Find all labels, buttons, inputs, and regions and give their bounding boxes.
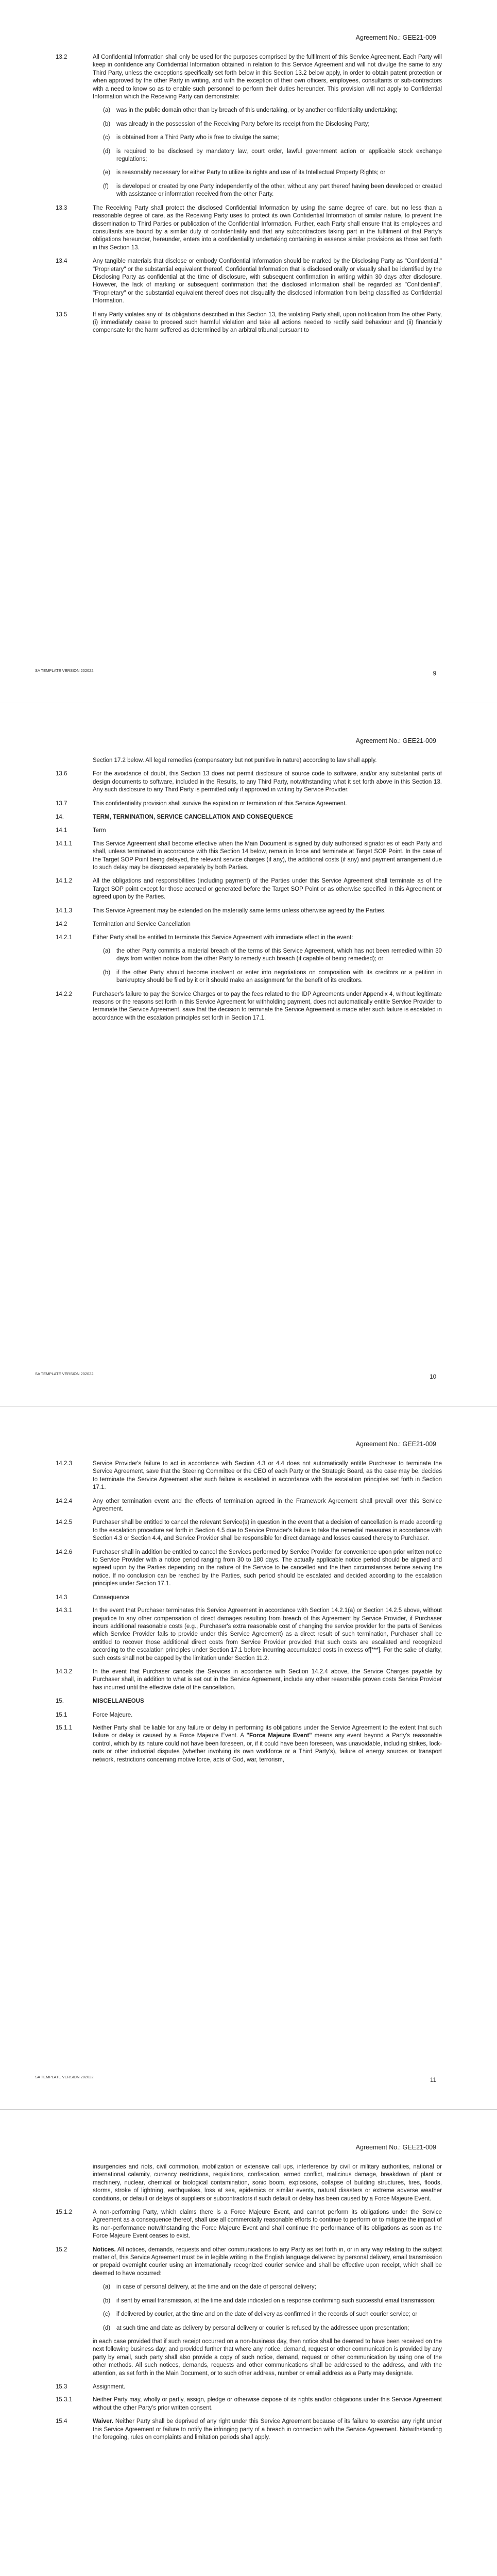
template-version-footer: SA TEMPLATE VERSION 202022 [35, 2075, 94, 2079]
clause-text: if the other Party should become insolvent or enter into negotiations on composition with its creditors or a petition in bankruptcy should be filed by it or it should make an assignment for the benefit of its creditors. [116, 969, 442, 984]
clause-paragraph [56, 2209, 442, 2241]
clause-paragraph [56, 258, 442, 305]
clause-paragraph [56, 1549, 442, 1588]
clause-paragraph [56, 1668, 442, 1692]
page-content [56, 2163, 442, 2447]
clause-paragraph [56, 1724, 442, 1764]
clause-number: 13.3 [56, 205, 67, 211]
clause-number: 13.7 [56, 800, 67, 807]
clause-number: 14.1.1 [56, 840, 72, 847]
clause-number: (d) [103, 148, 111, 155]
clause-number: 14.1 [56, 827, 67, 834]
clause-paragraph [56, 2297, 442, 2305]
clause-number: 14.2.5 [56, 1519, 72, 1526]
clause-number: 15.3.1 [56, 2397, 72, 2403]
clause-text: is required to be disclosed by mandatory law, court order, lawful government action or applicable stock exchange regulations; [116, 148, 442, 163]
clause-text: Consequence [93, 1594, 129, 1601]
clause-number: 14.2.6 [56, 1549, 72, 1555]
clause-number: 14.3 [56, 1594, 67, 1601]
clause-number: 14.1.2 [56, 878, 72, 885]
clause-text: Section 17.2 below. All legal remedies (compensatory but not punitive in nature) according to law shall apply. [93, 757, 377, 764]
clause-text: Purchaser shall be entitled to cancel the relevant Service(s) in question in the event that a decision of cancellation is made according to the escalation procedure set forth in Section 4.5 due to Service Provider's failure to take the remedial measures in accordance with Section 4.3 or Section 4.4, and Service Provider shall be responsible for direct damage and losses caused thereby to Purchaser. [93, 1519, 442, 1542]
clause-text: is developed or created by one Party independently of the other, without any part thereof having been developed or created with assistance or information received from the other Party. [116, 183, 442, 198]
clause-number: 14. [56, 814, 64, 821]
clause-number: 14.1.3 [56, 907, 72, 914]
clause-paragraph [56, 2338, 442, 2378]
clause-paragraph [56, 1711, 442, 1719]
clause-text: Purchaser shall in addition be entitled to cancel the Services performed by Service Provider for convenience upon prior written notice to Service Provider with a notice period ranging from 30 to 180 days. The actually applicable notice period should be aligned and agreed upon by the Parties depending on the nature of the Service to be cancelled and the then circumstances before serving the notice. If no conclusion can be reached by the Parties, such period should be escalated and decided according to the escalation principles under Section 17.1. [93, 1549, 442, 1587]
clause-text: Assignment. [93, 2383, 126, 2390]
clause-paragraph [56, 814, 442, 821]
clause-paragraph [56, 121, 442, 128]
clause-text: if sent by email transmission, at the time and date indicated on a response confirming such successful email transmission; [116, 2297, 436, 2304]
clause-number: (f) [103, 183, 109, 190]
clause-text: Force Majeure. [93, 1711, 133, 1718]
clause-text: was in the public domain other than by breach of this undertaking, or by another confidentiality undertaking; [116, 107, 398, 114]
clause-text: insurgencies and riots, civil commotion, mobilization or extensive call ups, interference by civil or military authorities, national or international calamity, currency restrictions, requisitions, confiscation, armed conflict, malicious damage, breakdown of plant or machinery, nuclear, chemical or biological contamination, sonic boom, explosions, collapse of building structures, fires, floods, storms, stroke of lightning, earthquakes, loss at sea, epidemics or similar events, natural disasters or extreme adverse weather conditions, or default or delays of suppliers or subcontractors if such default or delay has been caused by a Force Majeure Event. [93, 2164, 442, 2202]
clause-text: Neither Party shall be liable for any failure or delay in performing its obligations under the Service Agreement to the extent that such failure or delay is caused by a Force Majeure Event. A "Force Majeure Event" means any event beyond a Party's reasonable control, which by its nature could not have been foreseen, or, if it could have been foreseen, was unavoidable, including strikes, lock-outs or other industrial disputes (whether involving its own workforce or a Third Party's), failure of energy sources or transport network, restrictions concerning motive force, acts of God, war, terrorism, [93, 1724, 442, 1763]
clause-paragraph [56, 205, 442, 252]
clause-paragraph [56, 757, 442, 765]
clause-paragraph [56, 947, 442, 963]
clause-text: is reasonably necessary for either Party to utilize its rights and use of its Intellectual Property Rights; or [116, 170, 386, 176]
clause-number: (b) [103, 121, 111, 127]
clause-paragraph [56, 934, 442, 942]
clause-number: 15.1 [56, 1711, 67, 1718]
clause-paragraph [56, 311, 442, 335]
clause-text: is obtained from a Third Party who is free to divulge the same; [116, 134, 279, 141]
clause-number: (a) [103, 107, 111, 114]
clause-text: Either Party shall be entitled to terminate this Service Agreement with immediate effect in the event: [93, 934, 353, 941]
clause-text: All Confidential Information shall only be used for the purposes comprised by the fulfilment of this Service Agreement. Each Party will keep in confidence any Confidential Information obtained in relation to this Service Agreement and will not divulge the same to any Third Party, unless the exceptions specifically set forth below in this Section 13.2 below apply, in order to obtain patent protection or when approved by the other Party in writing, and with the exception of their own officers, employees, consultants or sub-contractors with a need to know so as to enable such personnel to perform their duties hereunder. This provision will not apply to Confidential Information which the Receiving Party can demonstrate: [93, 54, 442, 100]
document-page [0, 1406, 497, 2110]
agreement-number-header: Agreement No.: GEE21-009 [355, 737, 436, 744]
page-content [56, 757, 442, 1028]
agreement-number-header: Agreement No.: GEE21-009 [355, 2144, 436, 2151]
document-page [0, 0, 497, 703]
clause-number: (c) [103, 2311, 110, 2318]
clause-paragraph [56, 907, 442, 915]
page-number: 11 [430, 2077, 436, 2083]
clause-number: (d) [103, 2325, 111, 2331]
clause-paragraph [56, 1519, 442, 1543]
document-page [0, 2110, 497, 2576]
page-content [56, 1460, 442, 1770]
clause-number: (c) [103, 134, 110, 141]
clause-number: 14.2.4 [56, 1498, 72, 1504]
page-number: 9 [433, 671, 436, 677]
clause-text: This confidentiality provision shall survive the expiration or termination of this Service Agreement. [93, 800, 347, 807]
clause-text: This Service Agreement may be extended on the materially same terms unless otherwise agreed by the Parties. [93, 907, 386, 914]
clause-text: Term [93, 827, 106, 834]
clause-number: (b) [103, 2297, 111, 2304]
clause-paragraph [56, 2246, 442, 2278]
clause-paragraph [56, 969, 442, 985]
clause-text: This Service Agreement shall become effective when the Main Document is signed by duly authorised signatories of each Party and shall, unless terminated in accordance with this Section 14 below, remain in force and terminate at Target SOP Point. In the case of the Target SOP Point being delayed, the relevant service charges (if any), the additional costs (if any) and payment arrangement due to such delay may be discussed separately by both Parties. [93, 840, 442, 871]
clause-text: Service Provider's failure to act in accordance with Section 4.3 or 4.4 does not automatically entitle Purchaser to terminate the Service Agreement, save that the Steering Committee or the CEO of each Party or the Strategic Board, as the case may be, decides to terminate the Service Agreement after such failure is escalated in accordance with the escalation principles set forth in Section 17.1. [93, 1461, 442, 1491]
clause-number: 13.6 [56, 771, 67, 777]
clause-paragraph [56, 1594, 442, 1602]
clause-text: was already in the possession of the Receiving Party before its receipt from the Disclosing Party; [116, 121, 370, 127]
clause-number: 14.2.1 [56, 934, 72, 941]
template-version-footer: SA TEMPLATE VERSION 202022 [35, 668, 94, 673]
clause-text: Waiver. Neither Party shall be deprived of any right under this Service Agreement because of its failure to exercise any right under this Service Agreement or failure to notify the infringing party of a breach in connection with the Service Agreement. Notwithstanding the foregoing, rules on complaints and limitation periods shall apply. [93, 2418, 442, 2441]
clause-paragraph [56, 2383, 442, 2391]
clause-paragraph [56, 148, 442, 164]
clause-text: In the event that Purchaser terminates this Service Agreement in accordance with Section 14.2.1(a) or Section 14.2.5 above, without prejudice to any other compensation of direct damages resulting from breach of this Agreement by Service Provider, if Purchaser incurs additional reasonable costs (e.g., Purchaser's extra reasonable cost of changing the service provider for the parts of Services which Service Provider fails to provide under this Service Agreement) as a direct result of such termination, Purchaser shall be entitled to recover those additional direct costs from Service Provider provided that such costs are escalated and recognized according to the escalation principles under Section 17.1 before incurring accumulated costs in excess of[***]. For the sake of clarity, such costs shall not be capped by the limitation under Section 11.2. [93, 1607, 442, 1662]
clause-text: In the event that Purchaser cancels the Services in accordance with Section 14.2.4 above, the Service Charges payable by Purchaser shall, in addition to what is set out in the Service Agreement, include any other reasonable proven costs Service Provider has incurred until the effective date of the cancellation. [93, 1668, 442, 1691]
clause-number: 15.4 [56, 2418, 67, 2425]
clause-paragraph [56, 877, 442, 901]
clause-paragraph [56, 1460, 442, 1492]
clause-number: 13.2 [56, 54, 67, 60]
clause-text: For the avoidance of doubt, this Section 13 does not permit disclosure of source code to software, and/or any substantial parts of design documents to software, included in the Results, to any Third Party, notwithstanding what it set forth above in this Section 13. Any such disclosure to any Third Party is permitted only if approved in writing by Service Provider. [93, 771, 442, 793]
clause-number: 15.1.2 [56, 2209, 72, 2216]
clause-text: TERM, TERMINATION, SERVICE CANCELLATION AND CONSEQUENCE [93, 814, 293, 821]
clause-number: (e) [103, 170, 111, 176]
clause-number: 15.3 [56, 2383, 67, 2390]
clause-paragraph [56, 2311, 442, 2318]
clause-text: Any tangible materials that disclose or embody Confidential Information should be marked by the Disclosing Party as "Confidential," "Proprietary" or the substantial equivalent thereof. Confidential Information that is disclosed orally or visually shall be identified by the Disclosing Party as confidential at the time of disclosure, with subsequent confirmation in writing within 30 days after disclosure. However, the lack of marking or subsequent confirmation that the disclosed information shall be regarded as "Confidential", "Proprietary" or the substantial equivalent thereof does not disqualify the disclosed information from being classified as Confidential Information. [93, 258, 442, 304]
clause-number: 13.4 [56, 258, 67, 265]
clause-text: Notices. All notices, demands, requests and other communications to any Party as set forth in, or in any way relating to the subject matter of, this Service Agreement must be in legible writing in the English language delivered by personal delivery, email transmission or prepaid overnight courier using an internationally recognized courier service and shall be effective upon receipt, which shall be deemed to have occurred: [93, 2246, 442, 2277]
clause-paragraph [56, 2283, 442, 2291]
clause-text: MISCELLANEOUS [93, 1698, 144, 1705]
clause-paragraph [56, 134, 442, 142]
clause-text: Any other termination event and the effects of termination agreed in the Framework Agreement shall prevail over this Service Agreement. [93, 1498, 442, 1513]
clause-text: A non-performing Party, which claims there is a Force Majeure Event, and cannot perform its obligations under the Service Agreement as a consequence thereof, shall use all commercially reasonable efforts to continue to perform or to mitigate the impact of its non-performance notwithstanding the Force Majeure Event and shall continue the performance of its obligations as soon as the Force Majeure Event ceases to exist. [93, 2209, 442, 2240]
clause-text: the other Party commits a material breach of the terms of this Service Agreement, which has not been remedied within 30 days from written notice from the other Party to remedy such breach (if capable of being remedied); or [116, 947, 442, 962]
clause-text: if delivered by courier, at the time and on the date of delivery as confirmed in the records of such courier service; or [116, 2311, 418, 2318]
clause-paragraph [56, 54, 442, 101]
clause-text: Neither Party may, wholly or partly, assign, pledge or otherwise dispose of its rights and/or obligations under this Service Agreement without the other Party's prior written consent. [93, 2397, 442, 2411]
clause-text: Purchaser's failure to pay the Service Charges or to pay the fees related to the IDP Agreements under Appendix 4, without legitimate reasons or the reasons set forth in this Service Agreement for withholding payment, does not automatically entitle Service Provider to terminate the Service Agreement, save that the decision to terminate the Service Agreement is made after such failure is escalated in accordance with the escalation principles set forth in Section 17.1. [93, 991, 442, 1021]
clause-text: Termination and Service Cancellation [93, 921, 191, 928]
clause-number: 15. [56, 1698, 64, 1705]
clause-paragraph [56, 2163, 442, 2203]
clause-paragraph [56, 1698, 442, 1705]
clause-paragraph [56, 840, 442, 872]
clause-paragraph [56, 800, 442, 808]
agreement-number-header: Agreement No.: GEE21-009 [355, 1440, 436, 1448]
clause-text: at such time and date as delivery by personal delivery or courier is refused by the addressee upon presentation; [116, 2325, 409, 2331]
clause-number: 14.3.2 [56, 1668, 72, 1675]
clause-number: (a) [103, 947, 111, 954]
clause-paragraph [56, 2418, 442, 2442]
clause-number: 14.3.1 [56, 1607, 72, 1614]
clause-number: 14.2 [56, 921, 67, 928]
clause-text: All the obligations and responsibilities (including payment) of the Parties under this Service Agreement shall terminate as of the Target SOP point except for those accrued or generated before the Target SOP Point or as otherwise specified in this Agreement or agreed upon by the Parties. [93, 878, 442, 901]
clause-paragraph [56, 2396, 442, 2412]
clause-paragraph [56, 2325, 442, 2332]
clause-text: in each case provided that if such receipt occurred on a non-business day, then notice shall be deemed to have been received on the next following business day; and provided further that where any notice, demand, request or other communication is provided by any party by email, such party shall also provide a copy of such notice, demand, request or other communication by using one of the other methods. All such notices, demands, requests and other communications shall be addressed to the address, and with the attention, as set forth in the Main Document, or to such other address, number or email address as a Party may designate. [93, 2338, 442, 2377]
clause-number: (a) [103, 2284, 111, 2291]
clause-number: 13.5 [56, 311, 67, 318]
agreement-number-header: Agreement No.: GEE21-009 [355, 34, 436, 41]
page-number: 10 [430, 1374, 436, 1380]
clause-paragraph [56, 991, 442, 1023]
clause-paragraph [56, 1607, 442, 1663]
clause-paragraph [56, 169, 442, 177]
document-page [0, 703, 497, 1406]
page-content [56, 54, 442, 341]
clause-paragraph [56, 827, 442, 835]
clause-paragraph [56, 770, 442, 794]
clause-paragraph [56, 1498, 442, 1514]
clause-paragraph [56, 921, 442, 928]
clause-text: If any Party violates any of its obligations described in this Section 13, the violating Party shall, upon notification from the other Party, (i) immediately cease to proceed such harmful violation and take all actions needed to rectify said behaviour and (ii) financially compensate for the harm suffered as determined by an arbitral tribunal pursuant to [93, 311, 442, 334]
clause-number: 15.2 [56, 2246, 67, 2253]
clause-number: 14.2.2 [56, 991, 72, 997]
clause-number: 14.2.3 [56, 1461, 72, 1467]
clause-paragraph [56, 107, 442, 114]
clause-text: The Receiving Party shall protect the disclosed Confidential Information by using the same degree of care, but no less than a reasonable degree of care, as the Receiving Party uses to protect its own Confidential Information of similar nature, to prevent the dissemination to Third Parties or publication of the Confidential Information. Further, each Party shall ensure that its employees and consultants are bound by a similar duty of confidentiality and that any subcontractors taking part in the fulfilment of that Party's obligations hereunder, hereunder, enters into a confidentiality undertaking containing in essence similar provisions as those set forth in this Section 13. [93, 205, 442, 251]
clause-number: (b) [103, 969, 111, 976]
template-version-footer: SA TEMPLATE VERSION 202022 [35, 1371, 94, 1376]
clause-text: in case of personal delivery, at the time and on the date of personal delivery; [116, 2284, 316, 2291]
clause-paragraph [56, 183, 442, 199]
clause-number: 15.1.1 [56, 1724, 72, 1731]
